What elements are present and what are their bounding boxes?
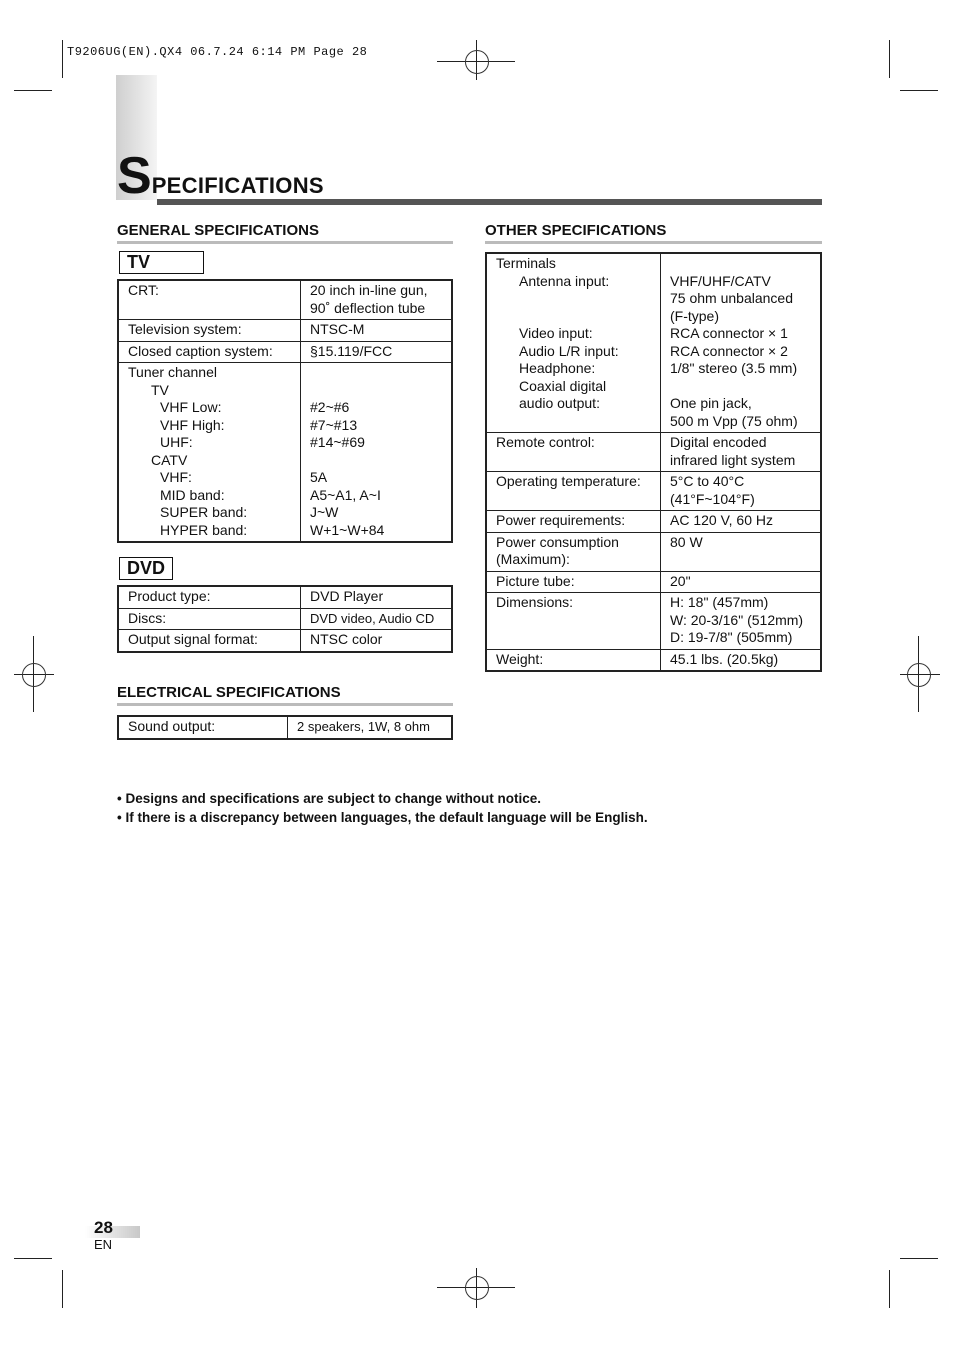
spec-label: VHF Low: <box>160 399 222 415</box>
spec-value: 5A <box>310 469 328 485</box>
spec-label: CRT: <box>128 282 159 298</box>
spec-value-cell <box>301 341 453 363</box>
spec-value-cell <box>301 320 453 342</box>
tv-badge: TV <box>119 251 204 274</box>
spec-label-cell <box>118 341 301 363</box>
spec-value: #14~#69 <box>310 434 365 450</box>
spec-label-cell <box>486 511 661 533</box>
spec-label: Headphone: <box>519 360 596 376</box>
spec-value: 20 inch in-line gun, <box>310 282 428 298</box>
spec-value: 90˚ deflection tube <box>310 299 426 316</box>
spec-value: NTSC-M <box>310 321 365 337</box>
dvd-badge: DVD <box>119 557 173 580</box>
spec-label: Operating temperature: <box>496 473 641 489</box>
spec-label-cell <box>486 532 661 571</box>
spec-label-cell <box>486 649 661 671</box>
spec-value: 45.1 lbs. (20.5kg) <box>670 650 779 667</box>
spec-label-cell <box>118 363 301 543</box>
tv-spec-table <box>117 279 453 543</box>
spec-label: Television system: <box>128 321 242 337</box>
spec-value: #7~#13 <box>310 416 358 433</box>
spec-value: Digital encoded <box>670 434 767 450</box>
spec-value-cell <box>288 716 453 739</box>
page-language: EN <box>94 1237 113 1252</box>
spec-row <box>486 649 821 671</box>
spec-value: §15.119/FCC <box>310 342 393 359</box>
spec-label-cell <box>118 586 301 608</box>
spec-value: VHF/UHF/CATV <box>670 272 771 289</box>
dvd-spec-table <box>117 585 453 653</box>
spec-label: Terminals <box>496 255 556 271</box>
spec-value <box>310 382 442 400</box>
spec-label: Remote control: <box>496 434 595 450</box>
other-spec-table <box>485 252 822 672</box>
spec-row <box>118 280 452 320</box>
print-slug: T9206UG(EN).QX4 06.7.24 6:14 PM Page 28 <box>67 45 368 59</box>
spec-value-cell <box>661 532 822 571</box>
spec-row <box>486 571 821 593</box>
spec-label-cell <box>118 320 301 342</box>
spec-label: Video input: <box>519 325 593 341</box>
general-specs-heading: GENERAL SPECIFICATIONS <box>117 222 319 239</box>
spec-value-cell <box>661 433 822 472</box>
spec-value: W+1~W+84 <box>310 521 385 538</box>
spec-label: VHF High: <box>160 416 225 433</box>
spec-value: 5°C to 40°C <box>670 473 745 489</box>
electrical-specs-underline <box>117 703 453 706</box>
spec-row <box>118 341 452 363</box>
spec-value <box>310 364 442 382</box>
spec-row <box>486 532 821 571</box>
spec-label: Dimensions: <box>496 594 574 610</box>
spec-label-cell <box>118 630 301 652</box>
spec-value-cell <box>301 363 453 543</box>
spec-label: audio output: <box>519 395 600 411</box>
spec-label: Closed caption system: <box>128 342 273 359</box>
spec-value: DVD Player <box>310 588 384 604</box>
spec-value-cell <box>661 511 822 533</box>
spec-value: 80 W <box>670 533 703 550</box>
spec-label: (Maximum): <box>496 551 570 567</box>
spec-value-cell <box>301 630 453 652</box>
spec-value: D: 19-7/8" (505mm) <box>670 629 793 645</box>
spec-label-cell <box>486 253 661 433</box>
spec-row <box>118 608 452 630</box>
spec-value: RCA connector × 1 <box>670 325 788 341</box>
spec-label-cell <box>486 433 661 472</box>
spec-value: One pin jack, <box>670 395 752 411</box>
spec-value: H: 18" (457mm) <box>670 594 769 610</box>
spec-label <box>496 290 651 308</box>
spec-value: 2 speakers, 1W, 8 ohm <box>297 719 430 734</box>
other-specs-underline <box>485 241 822 244</box>
spec-value-cell <box>661 253 822 433</box>
spec-label: Output signal format: <box>128 631 258 647</box>
spec-row <box>486 511 821 533</box>
spec-row <box>118 363 452 543</box>
spec-value: 75 ohm unbalanced <box>670 290 793 306</box>
spec-label: Discs: <box>128 609 167 626</box>
spec-value: 1/8" stereo (3.5 mm) <box>670 360 798 376</box>
spec-value: DVD video, Audio CD <box>310 610 435 626</box>
spec-label: HYPER band: <box>160 521 248 538</box>
title-rule <box>157 199 822 205</box>
spec-label: MID band: <box>160 486 225 503</box>
spec-label: Power requirements: <box>496 512 626 528</box>
spec-label: SUPER band: <box>160 504 248 520</box>
spec-value: A5~A1, A~I <box>310 486 381 503</box>
spec-label: Weight: <box>496 650 544 667</box>
spec-value-cell <box>301 608 453 630</box>
spec-label-cell <box>486 593 661 650</box>
spec-label <box>496 308 651 326</box>
spec-label: TV <box>151 381 169 398</box>
spec-value-cell <box>661 649 822 671</box>
title-rest: PECIFICATIONS <box>151 173 324 198</box>
spec-label: Picture tube: <box>496 572 575 589</box>
spec-value: (F-type) <box>670 307 719 324</box>
electrical-specs-heading: ELECTRICAL SPECIFICATIONS <box>117 684 341 701</box>
spec-row <box>486 253 821 433</box>
spec-value-cell <box>301 586 453 608</box>
spec-label: Sound output: <box>128 718 216 734</box>
spec-row <box>486 433 821 472</box>
spec-label-cell <box>486 571 661 593</box>
spec-value-cell <box>661 472 822 511</box>
spec-value: 500 m Vpp (75 ohm) <box>670 412 798 429</box>
spec-label-cell <box>118 280 301 320</box>
spec-label: UHF: <box>160 434 193 450</box>
spec-value-cell <box>661 571 822 593</box>
spec-label-cell <box>118 608 301 630</box>
electrical-spec-table <box>117 715 453 740</box>
page-number: 28 <box>94 1218 113 1237</box>
spec-value <box>310 452 442 470</box>
spec-value: J~W <box>310 504 339 520</box>
spec-value-cell <box>661 593 822 650</box>
spec-row <box>486 472 821 511</box>
spec-label: VHF: <box>160 469 192 485</box>
note-language: • If there is a discrepancy between languages, the default language will be English. <box>117 810 648 825</box>
spec-value: AC 120 V, 60 Hz <box>670 512 773 528</box>
spec-value: 20" <box>670 572 691 589</box>
spec-value <box>670 255 811 273</box>
spec-label-cell <box>486 472 661 511</box>
other-specs-heading: OTHER SPECIFICATIONS <box>485 222 667 239</box>
spec-value: #2~#6 <box>310 399 350 415</box>
spec-value <box>670 378 811 396</box>
spec-label: Product type: <box>128 588 211 604</box>
spec-label: Tuner channel <box>128 364 217 380</box>
spec-label: CATV <box>151 451 188 468</box>
page-title <box>117 147 324 205</box>
note-change-notice: • Designs and specifications are subject to change without notice. <box>117 791 542 806</box>
spec-label: Power consumption <box>496 533 619 550</box>
spec-label-cell <box>118 716 288 739</box>
spec-value: RCA connector × 2 <box>670 342 788 359</box>
spec-row <box>118 630 452 652</box>
spec-label: Coaxial digital <box>519 377 607 394</box>
spec-value: (41°F~104°F) <box>670 490 755 507</box>
spec-value: NTSC color <box>310 631 383 647</box>
spec-label: Antenna input: <box>519 272 610 289</box>
spec-row <box>486 593 821 650</box>
spec-label <box>496 413 651 431</box>
spec-value-cell <box>301 280 453 320</box>
spec-value: infrared light system <box>670 451 796 468</box>
spec-row <box>118 716 452 739</box>
spec-label: Audio L/R input: <box>519 342 619 359</box>
spec-value: W: 20-3/16" (512mm) <box>670 611 804 628</box>
spec-row <box>118 586 452 608</box>
spec-row <box>118 320 452 342</box>
title-initial: S <box>117 147 152 205</box>
general-specs-underline <box>117 241 453 244</box>
